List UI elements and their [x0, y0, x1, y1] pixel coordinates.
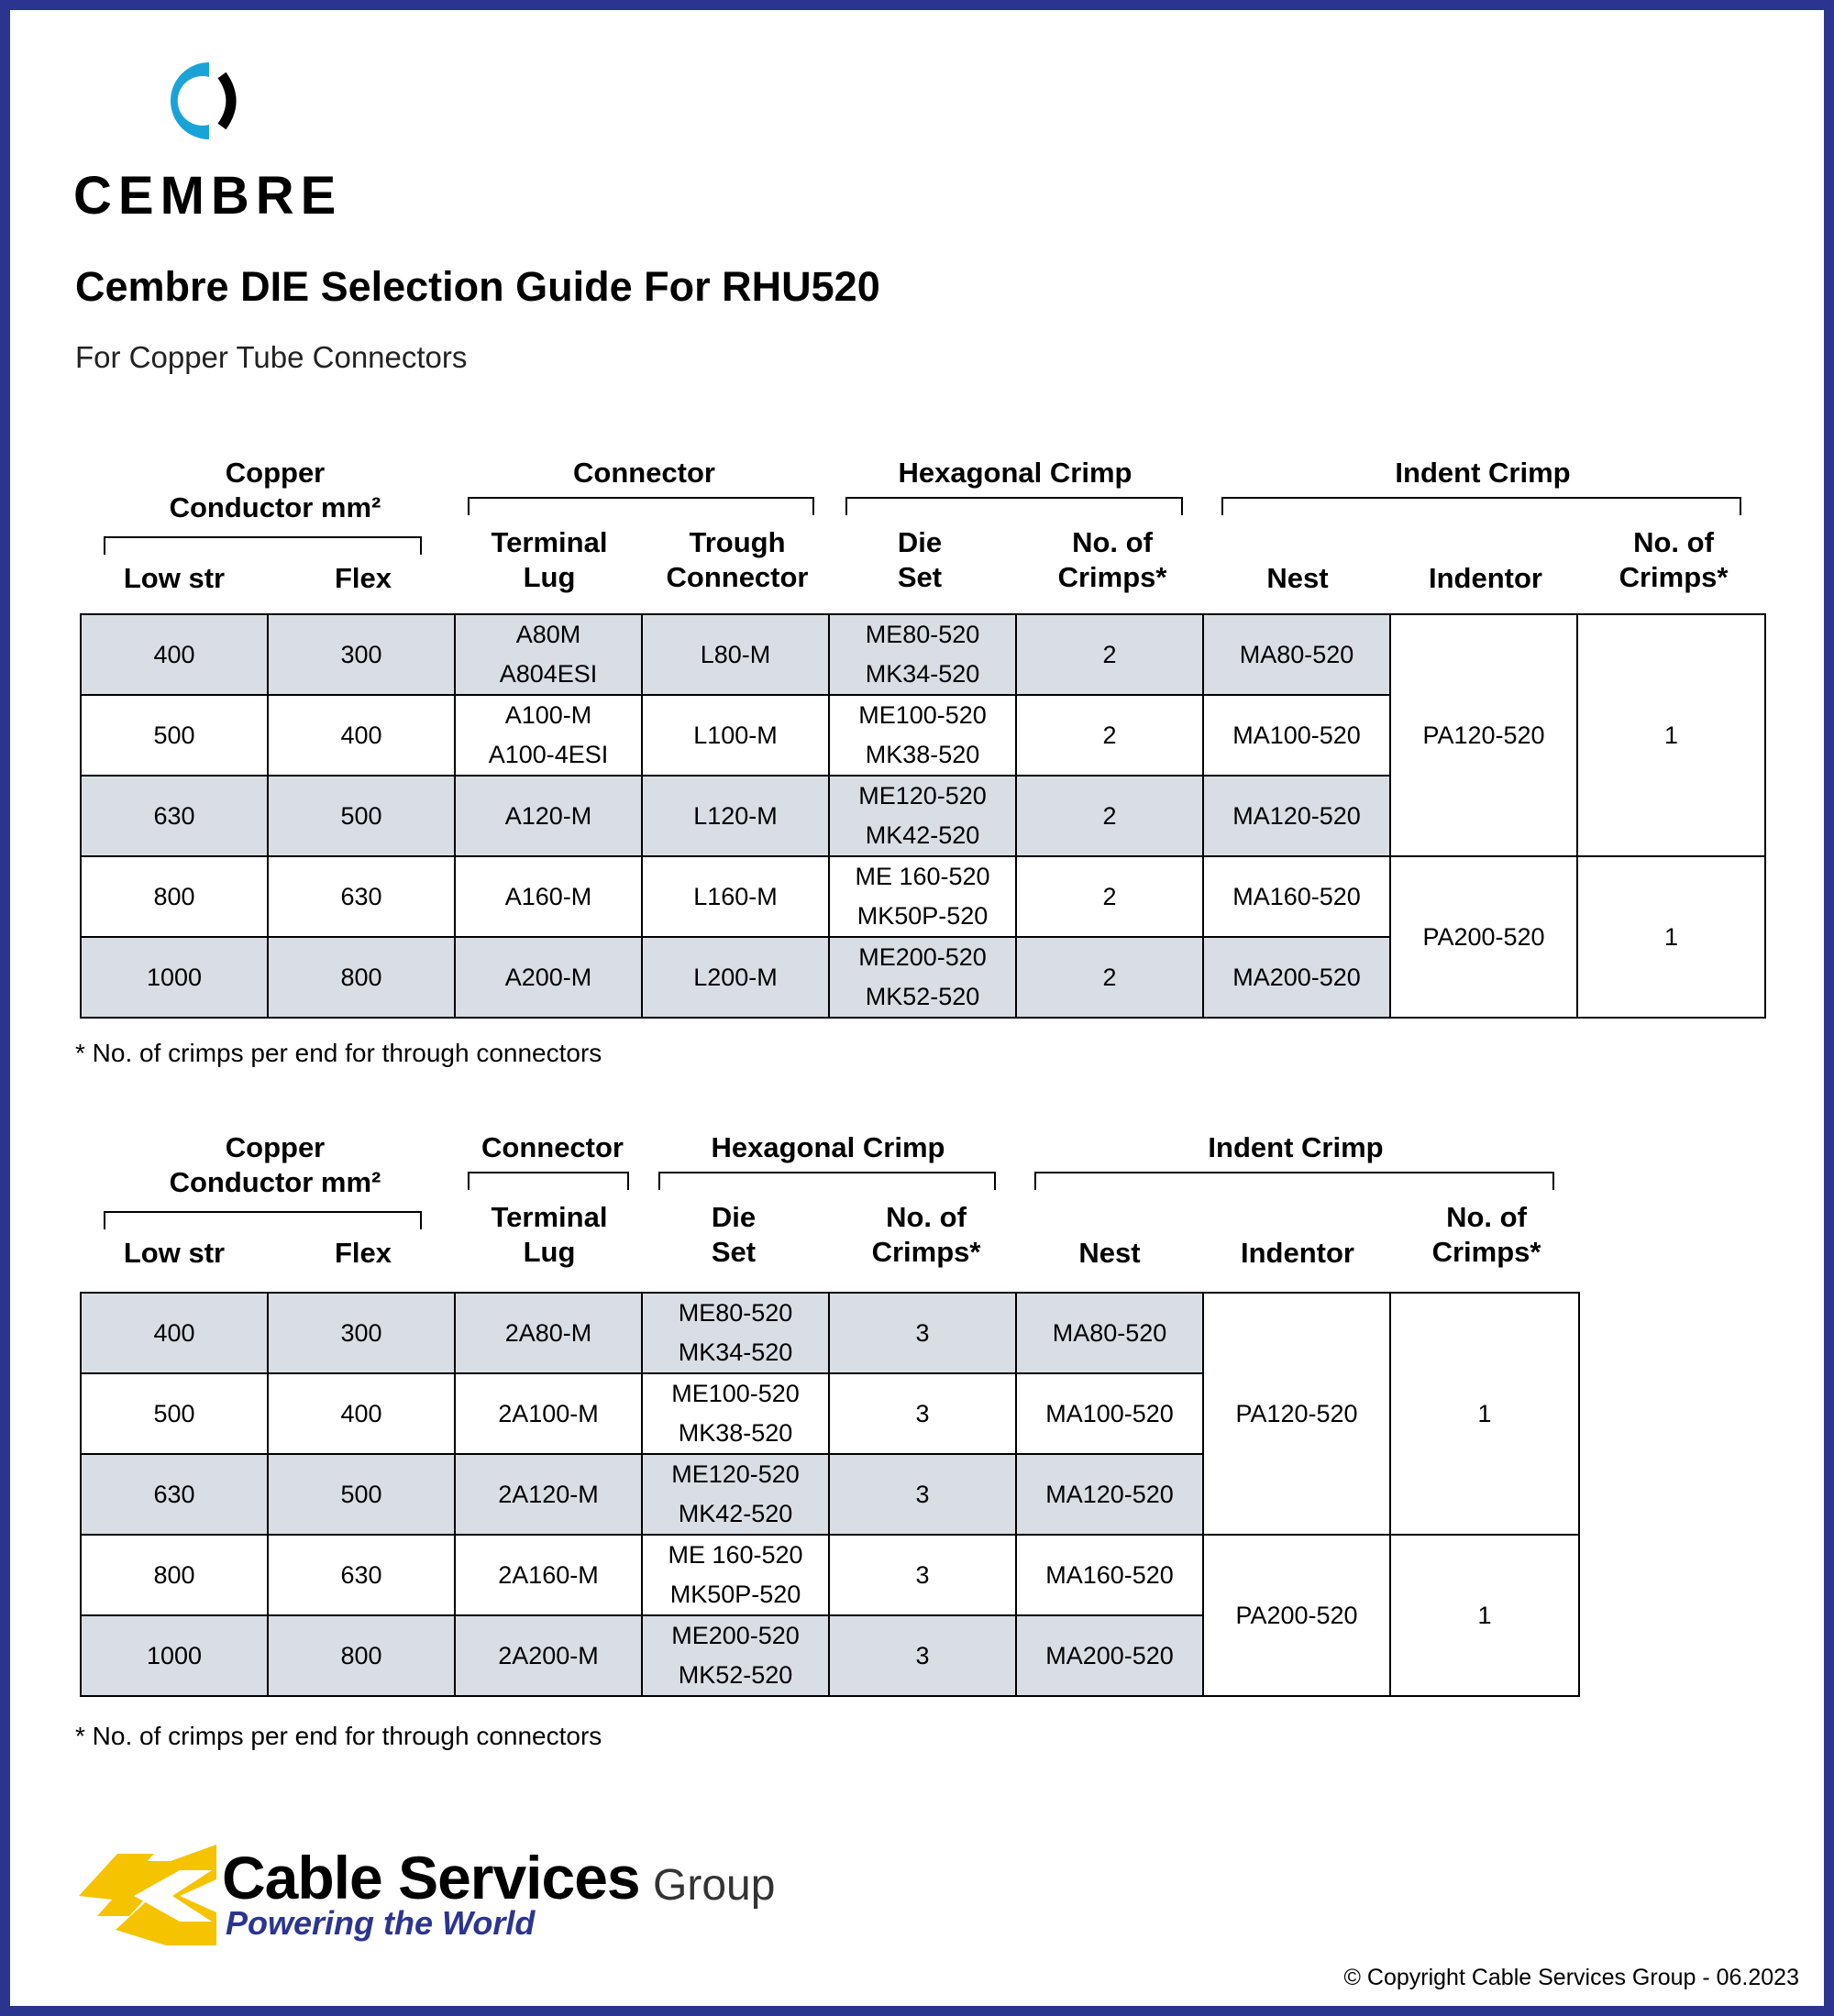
col-header-low-str: Low str	[123, 562, 226, 594]
col-header-nest: Nest	[1266, 562, 1329, 594]
cell-indentor: PA120-520	[1203, 1293, 1390, 1535]
cell-flex: 630	[268, 1535, 455, 1615]
cell-indent-crimps: 1	[1577, 856, 1765, 1018]
cell-die-set: ME120-520 MK42-520	[642, 1454, 829, 1535]
footnote-1: * No. of crimps per end for through connectors	[75, 1039, 602, 1067]
table-row	[81, 1293, 1579, 1373]
cell-die-set: ME100-520 MK38-520	[642, 1373, 829, 1454]
cell-hex-crimps: 2	[1016, 695, 1203, 776]
cell-hex-crimps: 2	[1016, 856, 1203, 937]
cell-low-str: 800	[81, 1535, 268, 1615]
cell-die-set: ME80-520 MK34-520	[829, 614, 1016, 695]
cell-terminal-lug: A200-M	[455, 937, 642, 1018]
cell-indent-crimps: 1	[1577, 614, 1765, 856]
cell-flex: 800	[268, 937, 455, 1018]
cell-trough-connector: L80-M	[642, 614, 829, 695]
bracket-connector	[468, 1172, 629, 1190]
cell-terminal-lug: 2A120-M	[455, 1454, 642, 1535]
cell-low-str: 800	[81, 856, 268, 937]
col-header-terminal-lug: Terminal Lug	[491, 526, 608, 593]
cell-terminal-lug: 2A200-M	[455, 1615, 642, 1696]
cell-flex: 500	[268, 776, 455, 856]
cell-hex-crimps: 2	[1016, 937, 1203, 1018]
bracket-indent	[1221, 497, 1741, 515]
group-header-copper: Copper Conductor mm²	[169, 1131, 381, 1198]
bracket-hex	[658, 1172, 996, 1190]
cell-low-str: 1000	[81, 1615, 268, 1696]
group-header-indent: Indent Crimp	[1208, 1131, 1384, 1163]
cell-nest: MA80-520	[1016, 1293, 1203, 1373]
cell-flex: 400	[268, 695, 455, 776]
cell-nest: MA120-520	[1203, 776, 1390, 856]
cell-low-str: 400	[81, 614, 268, 695]
col-header-hex-crimps: No. of Crimps*	[1057, 526, 1167, 593]
col-header-terminal-lug: Terminal Lug	[491, 1201, 608, 1268]
cell-die-set: ME100-520 MK38-520	[829, 695, 1016, 776]
table-row	[81, 1535, 1579, 1615]
col-header-die-set: Die Set	[711, 1201, 757, 1268]
cell-trough-connector: L200-M	[642, 937, 829, 1018]
cell-low-str: 500	[81, 1373, 268, 1454]
cell-die-set: ME120-520 MK42-520	[829, 776, 1016, 856]
cell-nest: MA120-520	[1016, 1454, 1203, 1535]
table-row	[81, 856, 1765, 937]
cell-nest: MA160-520	[1016, 1535, 1203, 1615]
cell-low-str: 630	[81, 1454, 268, 1535]
col-header-flex: Flex	[334, 1237, 392, 1269]
cell-terminal-lug: 2A100-M	[455, 1373, 642, 1454]
cell-nest: MA80-520	[1203, 614, 1390, 695]
cell-trough-connector: L100-M	[642, 695, 829, 776]
cell-flex: 300	[268, 614, 455, 695]
die-table-1	[80, 613, 1766, 1019]
cell-die-set: ME200-520 MK52-520	[829, 937, 1016, 1018]
cell-indent-crimps: 1	[1390, 1535, 1579, 1696]
cell-low-str: 500	[81, 695, 268, 776]
company-tagline: Powering the World	[226, 1904, 536, 1942]
cell-nest: MA200-520	[1016, 1615, 1203, 1696]
cell-terminal-lug: A160-M	[455, 856, 642, 937]
cell-die-set: ME80-520 MK34-520	[642, 1293, 829, 1373]
cell-flex: 400	[268, 1373, 455, 1454]
page-title: Cembre DIE Selection Guide For RHU520	[75, 263, 880, 310]
cell-trough-connector: L160-M	[642, 856, 829, 937]
company-name: Cable Services	[222, 1844, 640, 1911]
cell-hex-crimps: 3	[829, 1535, 1016, 1615]
die-table-2	[80, 1292, 1580, 1697]
bracket-copper	[104, 1211, 422, 1229]
chevron-logo-icon	[79, 1843, 216, 1948]
col-header-indentor: Indentor	[1241, 1237, 1354, 1269]
cell-terminal-lug: 2A160-M	[455, 1535, 642, 1615]
col-header-low-str: Low str	[123, 1237, 226, 1269]
cell-die-set: ME 160-520 MK50P-520	[642, 1535, 829, 1615]
cell-hex-crimps: 2	[1016, 614, 1203, 695]
brand-name: CEMBRE	[73, 166, 343, 226]
cembre-logo-icon	[156, 55, 252, 147]
cell-flex: 630	[268, 856, 455, 937]
cell-trough-connector: L120-M	[642, 776, 829, 856]
cell-terminal-lug: A100-M A100-4ESI	[455, 695, 642, 776]
col-header-flex: Flex	[334, 562, 392, 594]
cell-hex-crimps: 3	[829, 1454, 1016, 1535]
cell-low-str: 400	[81, 1293, 268, 1373]
group-header-hex: Hexagonal Crimp	[898, 457, 1132, 489]
cell-low-str: 1000	[81, 937, 268, 1018]
cell-nest: MA160-520	[1203, 856, 1390, 937]
bracket-indent	[1034, 1172, 1554, 1190]
page-subtitle: For Copper Tube Connectors	[75, 340, 468, 374]
col-header-indent-crimps: No. of Crimps*	[1431, 1201, 1541, 1268]
cell-flex: 800	[268, 1615, 455, 1696]
group-header-indent: Indent Crimp	[1395, 457, 1571, 489]
cell-nest: MA100-520	[1016, 1373, 1203, 1454]
cell-die-set: ME200-520 MK52-520	[642, 1615, 829, 1696]
bracket-hex	[845, 497, 1183, 515]
cell-hex-crimps: 3	[829, 1615, 1016, 1696]
cell-hex-crimps: 3	[829, 1293, 1016, 1373]
col-header-indent-crimps: No. of Crimps*	[1619, 526, 1729, 593]
cell-indent-crimps: 1	[1390, 1293, 1579, 1535]
group-header-connector: Connector	[573, 457, 715, 489]
cell-hex-crimps: 2	[1016, 776, 1203, 856]
bracket-connector	[468, 497, 814, 515]
col-header-die-set: Die Set	[897, 526, 943, 593]
cell-indentor: PA200-520	[1390, 856, 1577, 1018]
cell-indentor: PA200-520	[1203, 1535, 1390, 1696]
copyright-text: © Copyright Cable Services Group - 06.2023	[1343, 1965, 1799, 1990]
cell-indentor: PA120-520	[1390, 614, 1577, 856]
cell-hex-crimps: 3	[829, 1373, 1016, 1454]
group-header-copper: Copper Conductor mm²	[169, 457, 381, 523]
col-header-trough-connector: Trough Connector	[666, 526, 809, 593]
cell-low-str: 630	[81, 776, 268, 856]
cell-terminal-lug: A120-M	[455, 776, 642, 856]
company-group-word: Group	[653, 1861, 776, 1910]
footnote-2: * No. of crimps per end for through connectors	[75, 1722, 602, 1750]
cell-nest: MA100-520	[1203, 695, 1390, 776]
col-header-indentor: Indentor	[1429, 562, 1542, 594]
col-header-nest: Nest	[1078, 1237, 1141, 1269]
cell-nest: MA200-520	[1203, 937, 1390, 1018]
bracket-copper	[104, 536, 422, 555]
group-header-connector: Connector	[481, 1131, 624, 1163]
cell-terminal-lug: 2A80-M	[455, 1293, 642, 1373]
cell-terminal-lug: A80M A804ESI	[455, 614, 642, 695]
cell-flex: 300	[268, 1293, 455, 1373]
cell-die-set: ME 160-520 MK50P-520	[829, 856, 1016, 937]
table-row	[81, 614, 1765, 695]
cell-flex: 500	[268, 1454, 455, 1535]
group-header-hex: Hexagonal Crimp	[711, 1131, 945, 1163]
col-header-hex-crimps: No. of Crimps*	[871, 1201, 981, 1268]
